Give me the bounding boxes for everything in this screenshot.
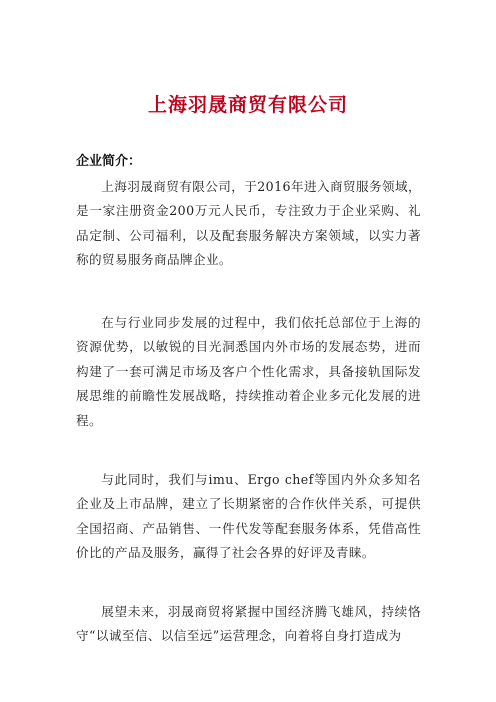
document-title: 上海羽晟商贸有限公司 xyxy=(147,94,348,116)
paragraph-development: 在与行业同步发展的过程中，我们依托总部位于上海的资源优势，以敏锐的目光洞悉国内外市场的发展态势，进而构建了一套可满足市场及客户个性化需求，具备接轨国际发展思维的前瞻性发展战略，持续推动着企业多元化发展的进程。 xyxy=(76,315,421,428)
paragraph-outlook: 展望未来，羽晟商贸将紧握中国经济腾飞雄风，持续恪守“以诚至信、以信至远”运营理念，向着将自身打造成为 xyxy=(76,604,421,644)
paragraph-partners: 与此同时，我们与imu、Ergo chef等国内外众多知名企业及上市品牌，建立了长期紧密的合作伙伴关系，可提供全国招商、产品销售、一件代发等配套服务体系，凭借高性价比的产品及服务，赢得了社会各界的好评及青睐。 xyxy=(76,472,421,561)
paragraph-intro: 上海羽晟商贸有限公司，于2016年进入商贸服务领域，是一家注册资金200万元人民币，专注致力于企业采购、礼品定制、公司福利，以及配套服务解决方案领域，以实力著称的贸易服务商品牌企业。 xyxy=(76,179,421,268)
section-heading: 企业简介： xyxy=(76,154,142,169)
